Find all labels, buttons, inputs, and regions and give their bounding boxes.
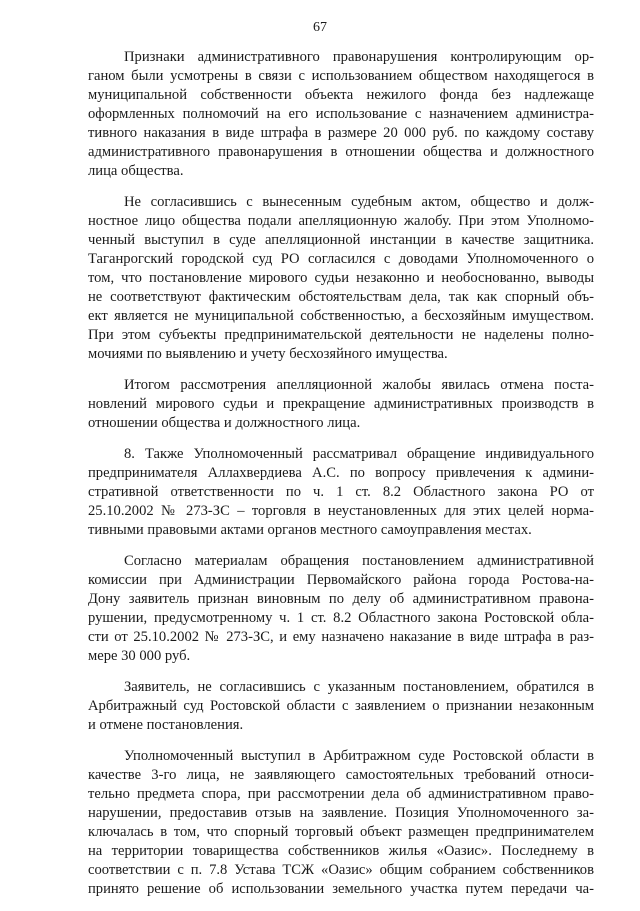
paragraph-line: ект является не муниципальной собственностью, а бесхозяйным имуществом. bbox=[88, 308, 594, 324]
paragraph-line: Дону заявитель признан виновным по делу об административном правона- bbox=[88, 591, 594, 607]
paragraph-line: административного правонарушения в отношении общества и должностного bbox=[88, 144, 594, 160]
paragraph bbox=[88, 48, 594, 181]
paragraph bbox=[88, 376, 594, 433]
paragraph-line: лица общества. bbox=[88, 163, 184, 179]
paragraph-line: ганом были усмотрены в связи с использованием обществом находящегося в bbox=[88, 68, 594, 84]
paragraph-line: комиссии при Администрации Первомайского района города Ростова-на- bbox=[88, 572, 594, 588]
paragraph-line: не соответствуют фактическим обстоятельствам дела, так как спорный объ- bbox=[88, 289, 594, 305]
page-number: 67 bbox=[313, 20, 327, 35]
paragraph-line: ченный выступил в суде апелляционной инстанции в качестве защитника. bbox=[88, 232, 594, 248]
paragraph-line: тивного наказания в виде штрафа в размере 20 000 руб. по каждому составу bbox=[88, 125, 594, 141]
paragraph-line: мочиями по выявлению и учету бесхозяйного имущества. bbox=[88, 346, 448, 362]
paragraph-line: Таганрогский городской суд РО согласился с доводами Уполномоченного о bbox=[88, 251, 594, 267]
paragraph-line: тивными правовыми актами органов местного самоуправления местах. bbox=[88, 522, 532, 538]
paragraph bbox=[88, 445, 594, 540]
paragraph-line: оформленных полномочий на его использование с назначением администра- bbox=[88, 106, 594, 122]
paragraph-line: соответствии с п. 7.8 Устава ТСЖ «Оазис» общим собранием собственников bbox=[88, 862, 594, 878]
paragraph-line: Признаки административного правонарушения контролирующим ор- bbox=[124, 49, 594, 65]
paragraph-line: и отмене постановления. bbox=[88, 717, 244, 733]
paragraph-line: новлений мирового судьи и прекращение административных производств в bbox=[88, 396, 594, 412]
paragraph-line: отношении общества и должностного лица. bbox=[88, 415, 361, 431]
paragraph-line: Согласно материалам обращения постановлением административной bbox=[124, 553, 594, 569]
paragraph-line: предпринимателя Аллахвердиева А.С. по вопросу привлечения к админи- bbox=[88, 465, 594, 481]
paragraph-line: Итогом рассмотрения апелляционной жалобы явилась отмена поста- bbox=[124, 377, 594, 393]
paragraph-line: Заявитель, не согласившись с указанным постановлением, обратился в bbox=[124, 679, 594, 695]
paragraph bbox=[88, 193, 594, 364]
paragraph bbox=[88, 552, 594, 666]
paragraph-line: качестве 3-го лица, не заявляющего самостоятельных требований относи- bbox=[88, 767, 594, 783]
paragraph-line: Не согласившись с вынесенным судебным актом, общество и долж- bbox=[124, 194, 594, 210]
paragraph-line: 25.10.2002 № 273-ЗС – торговля в неустановленных для этих целей норма- bbox=[88, 503, 594, 519]
paragraph-line: мере 30 000 руб. bbox=[88, 648, 191, 664]
paragraph-line: принято решение об использовании земельного участка путем передачи ча- bbox=[88, 881, 594, 897]
paragraph-line: тельно предмета спора, при рассмотрении дела об административном право- bbox=[88, 786, 594, 802]
paragraph-line: муниципальной собственности объекта нежилого фонда без надлежаще bbox=[88, 87, 594, 103]
paragraph-line: том, что постановление мирового судьи незаконно и необоснованно, выводы bbox=[88, 270, 594, 286]
document-body bbox=[88, 48, 594, 911]
paragraph bbox=[88, 678, 594, 735]
paragraph-line: сти от 25.10.2002 № 273-ЗС, и ему назначено наказание в виде штрафа в раз- bbox=[88, 629, 594, 645]
paragraph-line: стративной ответственности по ч. 1 ст. 8.2 Областного закона РО от bbox=[88, 484, 594, 500]
paragraph-line: Арбитражный суд Ростовской области с заявлением о признании незаконным bbox=[88, 698, 594, 714]
paragraph-line: 8. Также Уполномоченный рассматривал обращение индивидуального bbox=[124, 446, 594, 462]
paragraph bbox=[88, 747, 594, 899]
paragraph-line: ностное лицо общества подали апелляционную жалобу. При этом Уполномо- bbox=[88, 213, 594, 229]
paragraph-line: нарушении, предоставив отзыв на заявление. Позиция Уполномоченного за- bbox=[88, 805, 594, 821]
paragraph-line: на территории товарищества собственников жилья «Оазис». Последнему в bbox=[88, 843, 594, 859]
paragraph-line: При этом субъекты предпринимательской деятельности не наделены полно- bbox=[88, 327, 594, 343]
paragraph-line: рушении, предусмотренному ч. 1 ст. 8.2 Областного закона Ростовской обла- bbox=[88, 610, 594, 626]
paragraph-line: Уполномоченный выступил в Арбитражном суде Ростовской области в bbox=[124, 748, 594, 764]
paragraph-line: ключалась в том, что спорный торговый объект размещен предпринимателем bbox=[88, 824, 594, 840]
